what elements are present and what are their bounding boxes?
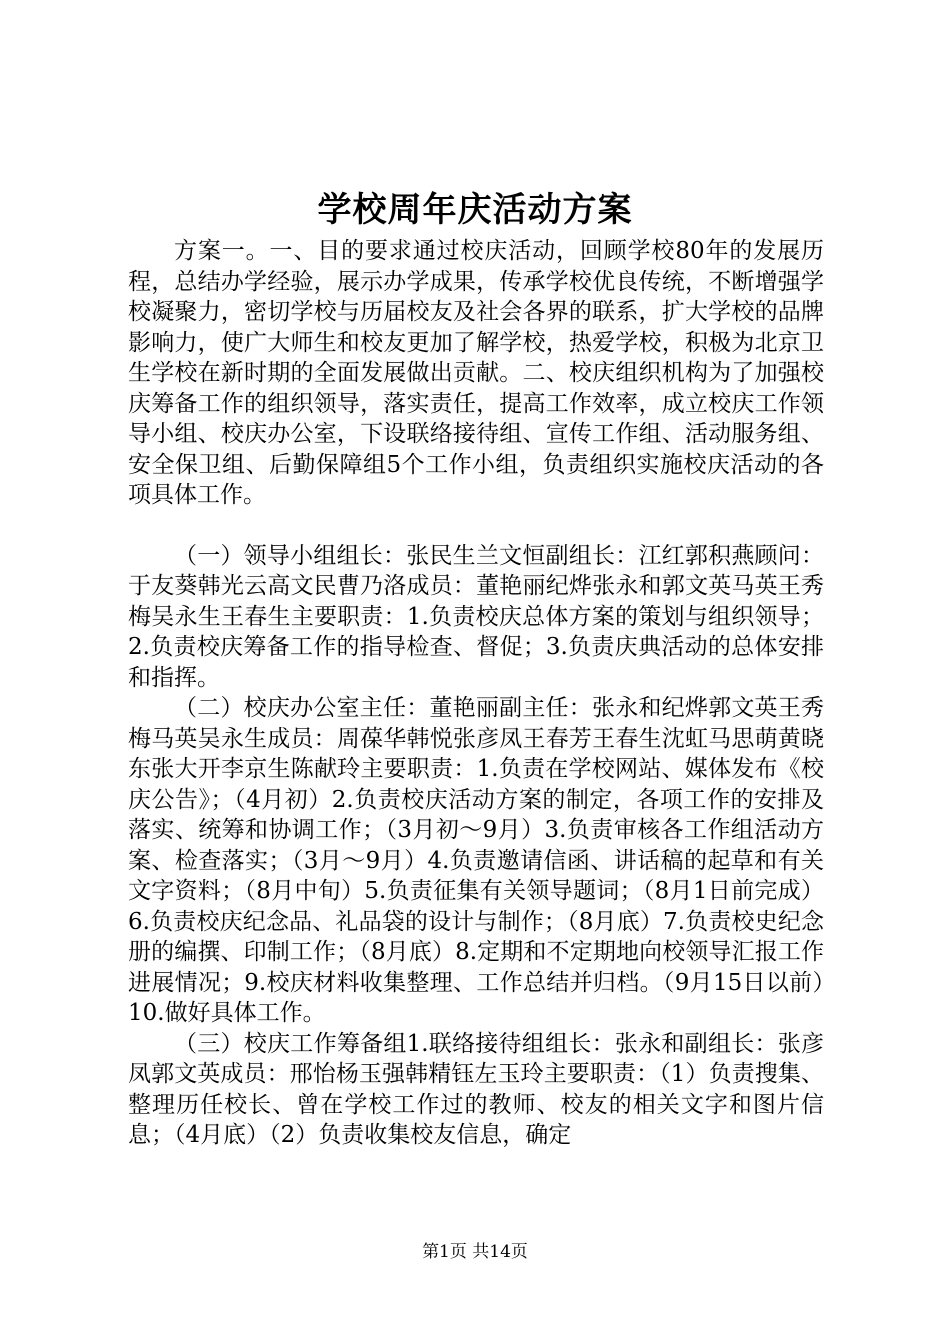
paragraph-preparation-group: （三）校庆工作筹备组1.联络接待组组长：张永和副组长：张彦凤郭文英成员：邢怡杨玉强韩精钰左玉玲主要职责：（1）负责搜集、整理历任校长、曾在学校工作过的教师、校友的相关文字和图片信息；（4月底）（2）负责收集校友信息，确定 — [128, 1030, 824, 1148]
document-title: 学校周年庆活动方案 — [317, 190, 633, 230]
page-footer: 第1页 共14页 — [422, 1242, 528, 1262]
paragraph-plan-intro: 方案一。一、目的要求通过校庆活动，回顾学校80年的发展历程，总结办学经验，展示办学成果，传承学校优良传统，不断增强学校凝聚力，密切学校与历届校友及社会各界的联系，扩大学校的品牌影响力，使广大师生和校友更加了解学校，热爱学校，积极为北京卫生学校在新时期的全面发展做出贡献。二、校庆组织机构为了加强校庆筹备工作的组织领导，落实责任，提高工作效率，成立校庆工作领导小组、校庆办公室，下设联络接待组、宣传工作组、活动服务组、安全保卫组、后勤保障组5个工作小组，负责组织实施校庆活动的各项具体工作。 — [128, 238, 824, 508]
paragraph-anniversary-office: （二）校庆办公室主任：董艳丽副主任：张永和纪烨郭文英王秀梅马英吴永生成员：周葆华韩悦张彦凤王春芳王春生沈虹马思萌黄晓东张大开李京生陈献玲主要职责：1.负责在学校网站、媒体发布《校庆公告》；（4月初）2.负责校庆活动方案的制定，各项工作的安排及落实、统筹和协调工作；（3月初～9月）3.负责审核各工作组活动方案、检查落实；（3月～9月）4.负责邀请信函、讲话稿的起草和有关文字资料；（8月中旬）5.负责征集有关领导题词；（8月1日前完成）6.负责校庆纪念品、礼品袋的设计与制作；（8月底）7.负责校史纪念册的编撰、印制工作；（8月底）8.定期和不定期地向校领导汇报工作进展情况；9.校庆材料收集整理、工作总结并归档。（9月15日以前）10.做好具体工作。 — [128, 695, 824, 1026]
paragraph-leadership-group: （一）领导小组组长：张民生兰文恒副组长：江红郭积燕顾问：于友葵韩光云高文民曹乃洛成员：董艳丽纪烨张永和郭文英马英王秀梅吴永生王春生主要职责：1.负责校庆总体方案的策划与组织领导；2.负责校庆筹备工作的指导检查、督促；3.负责庆典活动的总体安排和指挥。 — [128, 542, 824, 691]
paragraph-gap — [128, 511, 824, 541]
document-body — [128, 236, 824, 1151]
